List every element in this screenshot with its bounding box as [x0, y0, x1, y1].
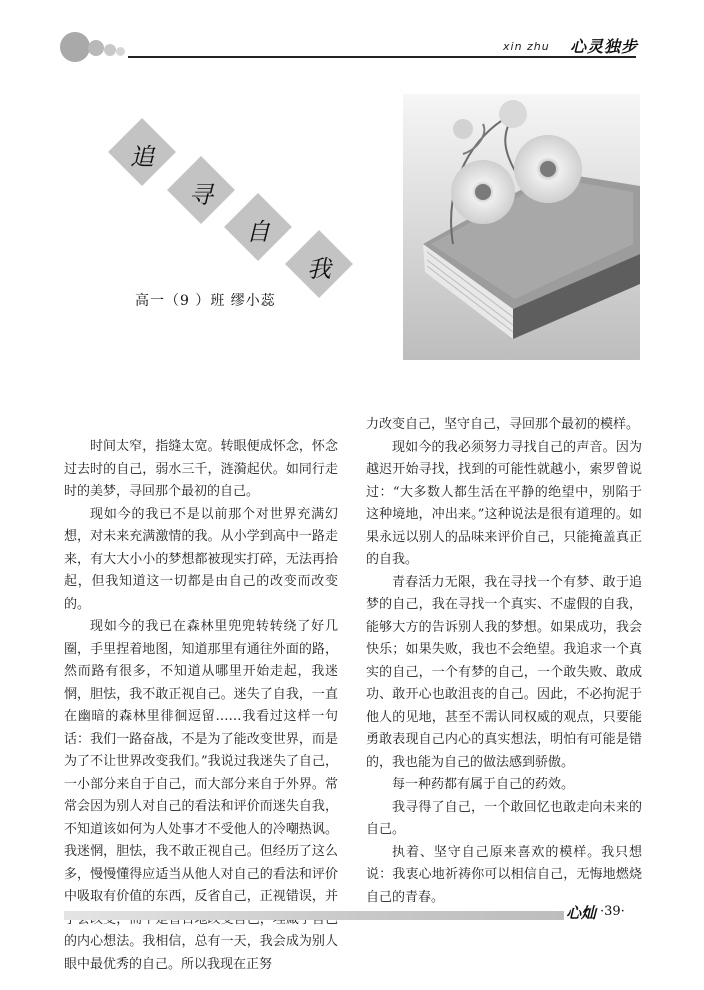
article-paragraph: 现如今的我已不是以前那个对世界充满幻想，对未来充满激情的我。从小学到高中一路走来，有大大小小的梦想都被现实打碎，无法再拾起，但我知道这一切都是由自己的改变而改变的。: [64, 506, 338, 612]
article-paragraph: 现如今的我必须努力寻找自己的声音。因为越迟开始寻找，找到的可能性就越小，索罗曾说过：“大多数人都生活在平静的绝望中，别陷于这种境地，冲出来。”这种说法是很有道理的。如果永远以别人的品味来评价自己，只能掩盖真正的自我。: [366, 439, 642, 567]
title-char: 追: [130, 143, 154, 171]
article-paragraph: 现如今的我已在森林里兜兜转转绕了好几圈，手里捏着地图，知道那里有通往外面的路，然而路有很多，不知道从哪里开始走起，我迷惘，胆怯，我不敢正视自己。迷失了自我，一直在幽暗的森林里徘徊逗留……我看过这样一句话：我们一路奋战，不是为了能改变世界，而是为了不让世界改变我们。”我说过我迷失了自己，一小部分来自于自己，而大部分来自于外界。常常会因为别人对自己的看法和评价而迷失自我，不知道该如何为人处事才不受他人的冷嘲热讽。我迷惘，胆怯，我不敢正视自己。但经历了这么多，慢慢懂得应适当从他人对自己的看法和评价中吸取有价值的东西，反省自己，正视错误，并 的内心想法。我相信，总有一天，我会成为别人眼中最优秀的自己。所以我现在正努: [64, 619, 338, 972]
article-right-column: [366, 414, 642, 909]
book-flowers-illustration: [403, 94, 640, 360]
article-paragraph: 我寻得了自己，一个敢回忆也敢走向未来的自己。: [366, 799, 642, 837]
book-with-flowers-photo: [403, 94, 640, 360]
article-paragraph: 每一种药都有属于自己的药效。: [392, 777, 575, 792]
title-char: 自: [246, 218, 270, 246]
magazine-name: 心灿: [566, 904, 597, 922]
header-pinyin: xin zhu: [503, 40, 550, 53]
header-rule: [128, 56, 636, 58]
column-title: 心灵独步: [570, 37, 639, 56]
title-char: 我: [307, 255, 331, 283]
title-char: 寻: [189, 181, 213, 209]
article-left-column: [64, 436, 338, 976]
page-number: ·39·: [600, 904, 625, 919]
footer-bar: [64, 911, 564, 920]
article-paragraph: 青春活力无限，我在寻找一个有梦、敢于追梦的自己，我在寻找一个真实、不虚假的自我，能够大方的告诉别人我的梦想。如果成功，我会快乐；如果失败，我也不会绝望。我追求一个真实的自己，一个有梦的自己，一个敢失败、敢成功、敢开心也敢沮丧的自己。因此，不必拘泥于他人的见地，甚至不需认同权威的观点，只要能勇敢表现自己内心的真实想法，明怕有可能是错的，我也能为自己的做法感到骄傲。: [366, 574, 642, 770]
article-paragraph-continued: 力改变自己，坚守自己，寻回那个最初的模样。: [366, 417, 640, 432]
header-dots-decoration: [60, 28, 140, 64]
article-paragraph: 执着、坚守自己原来喜欢的模样。我只想说：我衷心地祈祷你可以相信自己，无悔地燃烧自己的青春。: [366, 844, 642, 905]
author-byline: 高一（9 ）班 缪小蕊: [135, 293, 276, 309]
article-paragraph: 时间太窄，指缝太宽。转眼便成怀念，怀念过去时的自己，弱水三千，涟漪起伏。如同行走时的美梦，寻回那个最初的自己。: [64, 439, 338, 499]
